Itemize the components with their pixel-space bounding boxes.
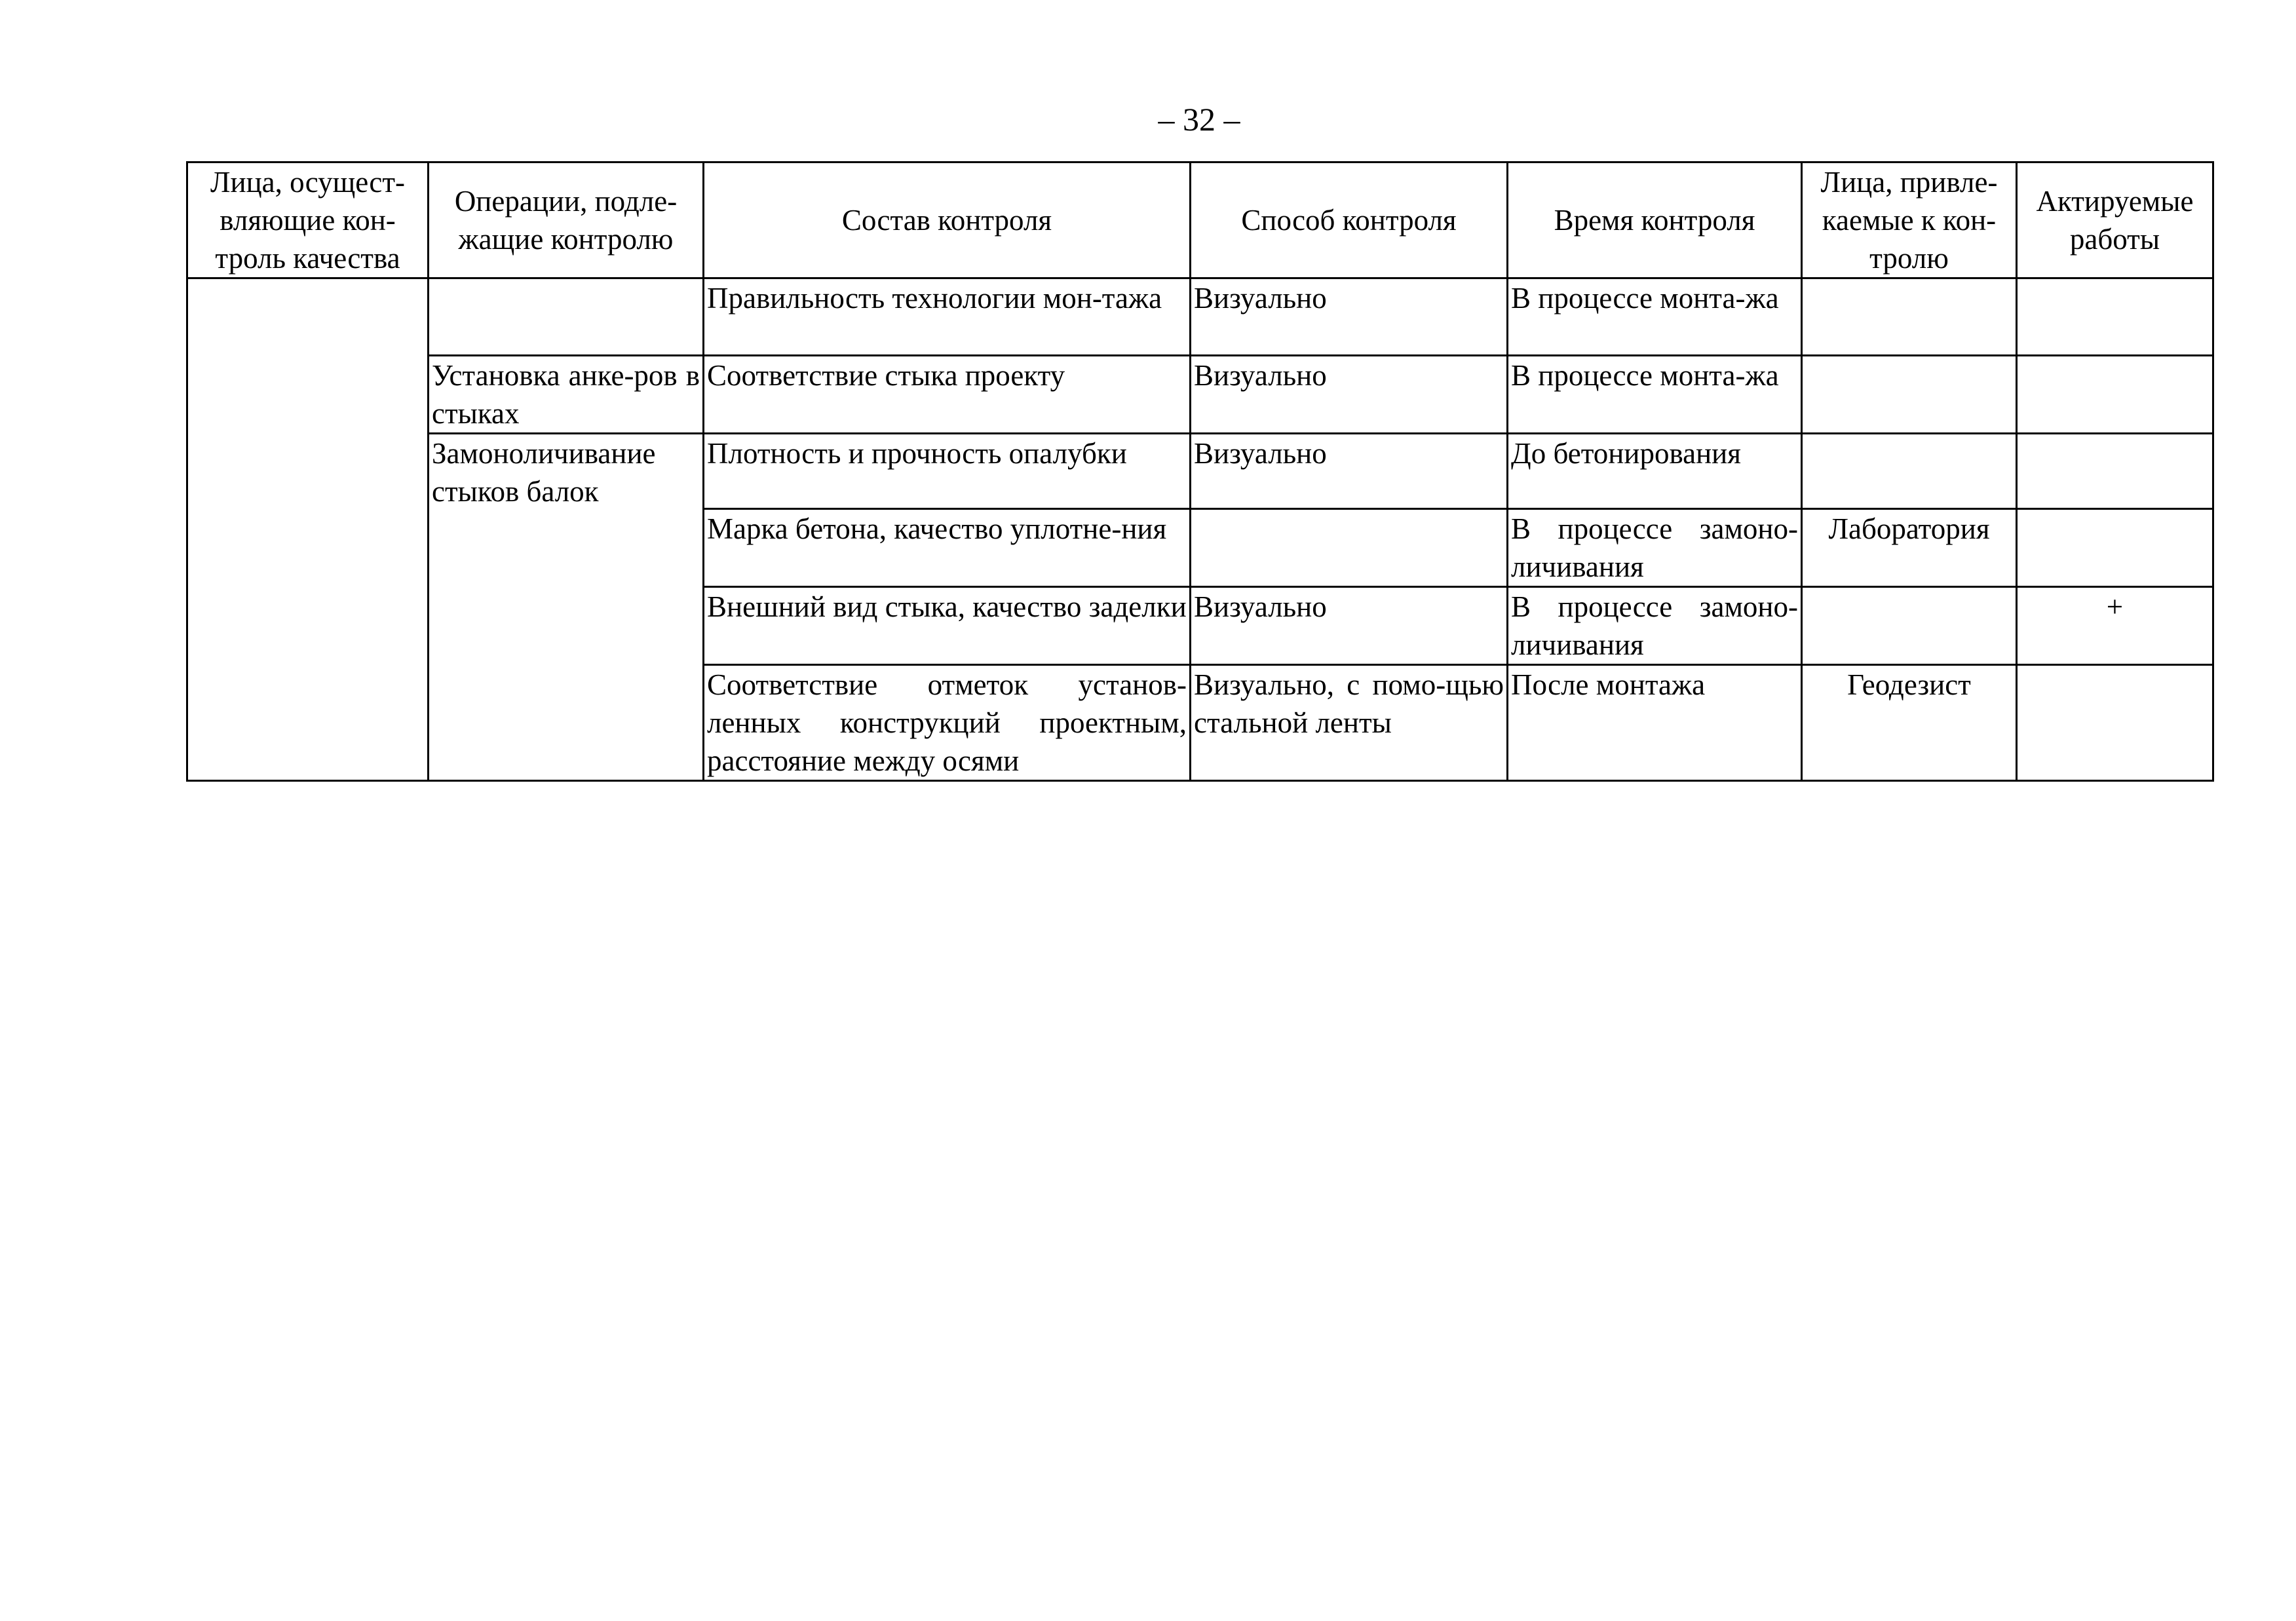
header-operations: Операции, подле-жащие контролю xyxy=(429,162,704,278)
composition-cell: Плотность и прочность опалубки xyxy=(704,434,1191,509)
page-number: – 32 – xyxy=(1158,101,1240,138)
operation-cell xyxy=(429,278,704,356)
method-cell: Визуально, с помо-щью стальной ленты xyxy=(1191,665,1508,781)
header-control-time: Время контроля xyxy=(1508,162,1802,278)
quality-control-table xyxy=(186,161,2214,782)
quality-controllers-cell xyxy=(187,278,429,781)
header-involved-persons: Лица, привле-каемые к кон-тролю xyxy=(1802,162,2017,278)
header-quality-controllers: Лица, осущест-вляющие кон-троль качества xyxy=(187,162,429,278)
header-control-composition: Состав контроля xyxy=(704,162,1191,278)
acts-cell xyxy=(2017,665,2213,781)
acts-cell xyxy=(2017,509,2213,587)
method-cell: Визуально xyxy=(1191,278,1508,356)
involved-cell xyxy=(1802,278,2017,356)
acts-cell xyxy=(2017,356,2213,434)
table-row xyxy=(187,278,2213,356)
method-cell: Визуально xyxy=(1191,434,1508,509)
method-cell xyxy=(1191,509,1508,587)
time-cell: После монтажа xyxy=(1508,665,1802,781)
time-cell: В процессе замоно-личивания xyxy=(1508,509,1802,587)
table-row xyxy=(187,434,2213,509)
table-row xyxy=(187,356,2213,434)
composition-cell: Марка бетона, качество уплотне-ния xyxy=(704,509,1191,587)
method-cell: Визуально xyxy=(1191,356,1508,434)
acts-cell xyxy=(2017,434,2213,509)
acts-cell xyxy=(2017,278,2213,356)
composition-cell: Соответствие стыка проекту xyxy=(704,356,1191,434)
header-control-method: Способ контроля xyxy=(1191,162,1508,278)
time-cell: До бетонирования xyxy=(1508,434,1802,509)
operation-cell: Замоноличивание стыков балок xyxy=(429,434,704,781)
composition-cell: Внешний вид стыка, качество заделки xyxy=(704,587,1191,665)
involved-cell: Лаборатория xyxy=(1802,509,2017,587)
time-cell: В процессе замоно-личивания xyxy=(1508,587,1802,665)
involved-cell: Геодезист xyxy=(1802,665,2017,781)
involved-cell xyxy=(1802,434,2017,509)
composition-cell: Правильность технологии мон-тажа xyxy=(704,278,1191,356)
method-cell: Визуально xyxy=(1191,587,1508,665)
involved-cell xyxy=(1802,356,2017,434)
table-header-row xyxy=(187,162,2213,278)
time-cell: В процессе монта-жа xyxy=(1508,278,1802,356)
time-cell: В процессе монта-жа xyxy=(1508,356,1802,434)
involved-cell xyxy=(1802,587,2017,665)
acts-cell: + xyxy=(2017,587,2213,665)
composition-cell: Соответствие отметок установ-ленных конструкций проектным, расстояние между осями xyxy=(704,665,1191,781)
header-certified-works: Актируемые работы xyxy=(2017,162,2213,278)
operation-cell: Установка анке-ров в стыках xyxy=(429,356,704,434)
